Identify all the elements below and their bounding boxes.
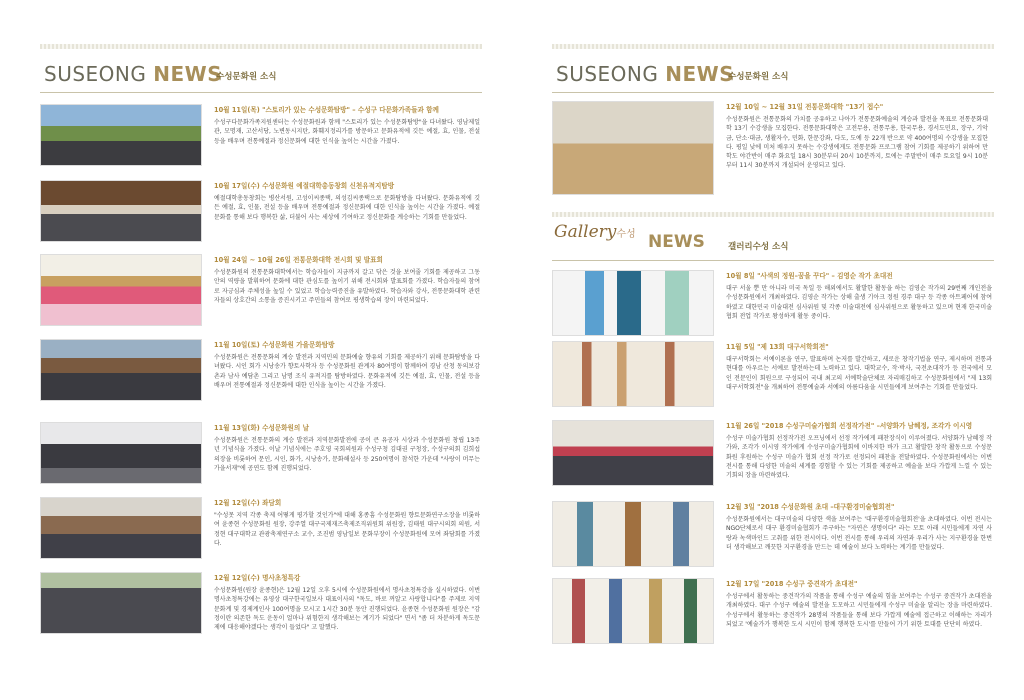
news-text	[726, 578, 992, 639]
news-item	[552, 341, 992, 409]
news-text	[214, 180, 480, 241]
news-photo	[552, 578, 714, 644]
photo-image	[553, 271, 713, 335]
news-text	[214, 104, 480, 165]
news-body: 수성문화원은 전통문화의 계승 발전과 지역문화발전에 공이 큰 유공자 시상과 수성문화원 창립 13주년 기념식을 가졌다. 이날 기념식에는 주호영 국회의원과 수성구청 김대권 구청장, 수성구의회 김희섭 의장을 비롯하여 문인, 시인, 화가, 시낭송가, 문화해설사 등 250여명이 참석한 가운데 "사랑이 머무는 가을서재"에 공연도 함께 진행되었다.	[214, 437, 480, 472]
news-body: 수성문화원에서는 대구미술의 다양한 색을 보여주는 '대구환경미술협회전'을 초대하였다. 이번 전시는 NGO단체로서 대구 환경미술협회가 주구하는 "자연은 생명이다" 라는 모토 아래 시민들에게 자연 사랑과 녹색마인드 고취를 위한 전시이다. 이번 전시를 통해 우리의 자연과 우리가 사는 지구환경을 한번 더 생각해보고 깨끗한 지구환경을 만드는 데 예술이 보다 노력하는 계기를 만들었다.	[726, 516, 992, 551]
news-item	[40, 497, 480, 565]
news-body: 수성문화원(원장 윤종현)은 12월 12일 오후 5시에 수성문화원에서 명사초청특강을 실시하였다. 이번 명사초청특강에는 유영상 대구한국일보사 대표이사의 "독도, 바로 꺼알고 사랑합니다"를 주제로 지역 문화계 및 경제계인사 100여명을 모시고 1시간 30분 동안 진행되었다. 윤종현 수성문화원 원장은 "감정이란 의존한 독도 운동이 얼마나 위험한지 생각해보는 계기가 되었다" 면서 "좀 더 차분하게 독도문제에 대응해야겠다는 생각이 들었다" 고 말했다.	[214, 587, 480, 632]
news-body: 수성문화원은 전통문화의 가치를 공유하고 나아가 전통문화예술의 계승과 발전을 목표로 전통문화대학 13기 수강생을 모집한다. 전통문화대학은 고전무용, 전통무용, 한국무용, 경서도민요, 장구, 기악금, 단소·대금, 생활자수, 민화, 한문강좌, 다도, 도예 등 22개 반으로 약 400여명의 수강생을 모집한다. 평일 낮에 미처 배우지 못하는 수강생에게도 전통문화 프로그램 참여 기회를 제공하기 위하여 만학도 야간반이 매주 화요일 18시 30분부터 20시 10분까지, 토에는 주말반이 매주 토요일 9시 10분부터 11시 30분까지 개설되어 운영되고 있다.	[726, 116, 988, 170]
news-body: "수성못 지역 각종 축제 어떻게 평가할 것인가"에 대해 홍종흠 수성문화원 향토문화연구소장을 비롯하여 윤종현 수성문화원 원장, 강주열 대구국제재즈축제조직위원회 위원장, 김태원 대구시의회 의원, 서정현 대구대학교 관광축제연구소 교수, 조진범 영남일보 문화부장이 수성문화원에 모여 좌담회를 가졌다.	[214, 512, 480, 547]
photo-image	[553, 579, 713, 643]
news-photo	[40, 254, 202, 326]
section-label: 수성문화원 소식	[728, 72, 789, 82]
news-body: 수성구에서 활동하는 중견작가의 작품을 통해 수성구 예술의 힘을 보여주는 수성구 중견작가 초대전을 개최하였다. 대구 수성구 예술의 발전을 도모하고 시민들에게 수성구 미술을 알리는 장을 마련하였다. 수성구에서 활동하는 중견작가 28명의 작품들을 통해 보다 가깝게 예술에 접근하고 이해하는 자리가 되었고 '예술가가 행복한 도시 시민이 함께 행복한 도시'를 만들어 가기 위한 토대를 단단히 하였다.	[726, 593, 992, 628]
header-stripe	[552, 44, 994, 49]
news-item	[40, 572, 480, 640]
news-title: 11월 26일 "2018 수성구미술가협회 선정작가전" –서양화가 남혜정, 조각가 이시영	[726, 422, 973, 430]
photo-image	[41, 340, 201, 400]
header-stripe	[40, 44, 482, 49]
photo-image	[41, 181, 201, 241]
news-photo	[40, 180, 202, 242]
section-label: 수성문화원 소식	[216, 72, 277, 82]
news-title: 12월 12일(수) 명사초청특강	[214, 574, 301, 582]
news-title: 10월 8일 "사색의 정원–꿈을 꾸다" – 김영순 작가 초대전	[726, 272, 893, 280]
news-photo	[40, 572, 202, 634]
news-body: 수성구 미술가협회 선정작가전 오프닝에서 선정 작가에게 패찬장식이 이루어졌다. 서양화가 남혜정 작가와, 조각가 이시영 작가에게 수성구미술가협회에 이바지한 바가 크고 활발한 창작 활동으로 수성문화원 후원하는 수성구 미술가 협회 선정 작가로 선정되어 패찬을 전달하였다. 수성문화원에서는 이번 전시를 통해 다양한 미술의 세계를 경험할 수 있는 기회를 제공하고 예술을 보다 가깝게 느낄 수 있는 기회의 장을 마련하였다.	[726, 435, 992, 480]
news-item	[40, 254, 480, 322]
news-title: 10월 17일(수) 수성문화원 예절대학총동창회 신천유적지탐방	[214, 182, 395, 190]
news-item	[552, 101, 992, 197]
news-body: 대구 서울 뿐 만 아니라 미국 독일 등 해외에서도 활발한 활동을 하는 김영순 작가의 29번째 개인전을 수성문화원에서 개최하였다. 김영순 작가는 상해 출생 기아크 정원 경주 대구 등 각종 아트페어에 참여하였고 대한민국 미술대전 심사위원 및 각종 미술대전에 심사위원으로 활동하고 있으며 현재 한국미술협회 전업 작가로 왕성하게 활동 중이다.	[726, 285, 992, 320]
header-divider	[552, 92, 994, 93]
news-item	[552, 420, 992, 488]
news-photo	[40, 104, 202, 166]
news-text	[726, 341, 992, 402]
news-photo	[40, 497, 202, 559]
news-item	[40, 180, 480, 248]
photo-image	[41, 255, 201, 325]
news-item	[552, 270, 992, 338]
photo-image	[41, 498, 201, 558]
photo-image	[553, 342, 713, 406]
gallery-divider	[552, 260, 994, 261]
photo-image	[553, 102, 713, 194]
news-photo	[552, 270, 714, 336]
news-text	[214, 497, 480, 558]
news-title: 11월 10일(토) 수성문화원 가을문화탐방	[214, 341, 335, 349]
news-photo	[552, 501, 714, 567]
news-title: 10월 11일(목) "스토리가 있는 수성문화탐방" – 수성구 다문화가족들과 함께	[214, 106, 439, 114]
news-item	[552, 501, 992, 569]
news-body: 수성문화원은 전통문화의 계승 발전과 지역민의 문화예술 향유의 기회를 제공하기 위해 문화탐방을 다녀왔다. 시인 회가 시낭송가 향토사학자 등 수성문화원 관계자 80여명이 함께하여 경남 산청 동의보감촌과 남사 예담촌 그리고 남명 조식 유적지를 탐방하였다. 문화유적에 깃든 예절, 효, 인물, 전설 등을 배우며 전통예절과 정신문화에 대한 인식을 높이는 시간을 가졌다.	[214, 354, 480, 389]
news-title: 12월 10일 ~ 12월 31일 전통문화대학 "13기 접수"	[726, 103, 884, 111]
news-text	[726, 270, 992, 331]
news-body: 수성구다문화가족지원센터는 수성문화원과 함께 "스토리가 있는 수성문화탐방"을 다녀왔다. 영남제일관, 모명재, 고산서당, 노변동시지탄, 화훼지정리가를 방문하고 문화유적에 깃든 예절, 효, 인물, 전설 등을 배우며 전통예절과 정신문화에 대한 인식을 높이는 시간을 가졌다.	[214, 119, 480, 145]
header-divider	[40, 92, 482, 93]
photo-image	[41, 573, 201, 633]
news-body: 대구서학회는 서예이론을 연구, 발표하며 논저를 발간하고, 새로운 창작기법을 연구, 제시하며 전통과 현대를 아우르는 서예로 발전하는데 노력하고 있다. 대학교수, 작·박사, 국전초대작가 등 전국에서 모인 전문인이 회원으로 구성되어 국내 최고의 서예학술단체로 자리매김하고 수성문화원에서 "제 13회 대구서학회전"을 개최하여 전통예술과 서예의 아름다움을 시민들에게 보여주는 기회를 만들었다.	[726, 356, 992, 391]
news-photo	[40, 422, 202, 484]
news-photo	[40, 339, 202, 401]
news-item	[552, 578, 992, 646]
news-item	[40, 339, 480, 407]
news-text	[214, 572, 480, 633]
news-photo	[552, 420, 714, 486]
gallery-section-label: 갤러리수성 소식	[728, 242, 789, 252]
photo-image	[553, 421, 713, 485]
news-body: 수성문화원의 전통문화대학에서는 학습자들이 지금까지 갈고 닦은 것을 보여줄 기회를 제공하고 그동안의 역량을 발휘하여 문화에 대한 관심도를 높이기 위해 전시회와 발표회를 가졌다. 학습자들의 참여로 자긍심과 주체성을 높일 수 있었고 학습능력증진을 유발하였다. 학습자와 강사, 전통문화대학 관련자들의 상호간의 소통을 증진시키고 주민들의 참여로 평생학습의 장이 마련되었다.	[214, 269, 480, 304]
brand-title: SUSEONG NEWS	[556, 62, 735, 86]
news-text	[214, 339, 480, 400]
photo-image	[41, 423, 201, 483]
brand-title: SUSEONG NEWS	[44, 62, 223, 86]
photo-image	[41, 105, 201, 165]
gallery-stripe	[552, 212, 994, 217]
news-text	[726, 420, 992, 481]
news-text	[214, 254, 480, 315]
news-item	[40, 104, 480, 172]
news-text	[214, 422, 480, 483]
photo-image	[553, 502, 713, 566]
gallery-logo: Gallery수성	[554, 222, 636, 242]
news-photo	[552, 341, 714, 407]
news-text	[726, 501, 992, 562]
news-title: 12월 3일 "2018 수성문화원 초대 –대구환경미술협회전"	[726, 503, 895, 511]
news-title: 11월 5일 "제 13회 대구서학회전"	[726, 343, 829, 351]
news-text	[726, 101, 988, 199]
news-title: 10월 24일 ~ 10월 26일 전통문화대학 전시회 및 발표회	[214, 256, 383, 264]
news-title: 11월 13일(화) 수성문화원의 날	[214, 424, 309, 432]
news-body: 예절대학총동창회는 병산서원, 고성이씨종택, 의성김씨종택으로 문화탐방을 다녀왔다. 문화유적에 깃든 예절, 효, 인물, 전설 등을 배우며 전통예절과 정신문화에 대한 인식을 높이는 시간을 가졌다. 예절문화를 통해 보다 행복한 삶, 더불어 사는 세상에 기여하고 정신문화를 계승하는 기회를 만들었다.	[214, 195, 480, 221]
news-photo	[552, 101, 714, 195]
gallery-news-word: NEWS	[648, 232, 705, 252]
news-title: 12월 12일(수) 좌담회	[214, 499, 282, 507]
news-title: 12월 17일 "2018 수성구 중견작가 초대전"	[726, 580, 858, 588]
news-item	[40, 422, 480, 490]
